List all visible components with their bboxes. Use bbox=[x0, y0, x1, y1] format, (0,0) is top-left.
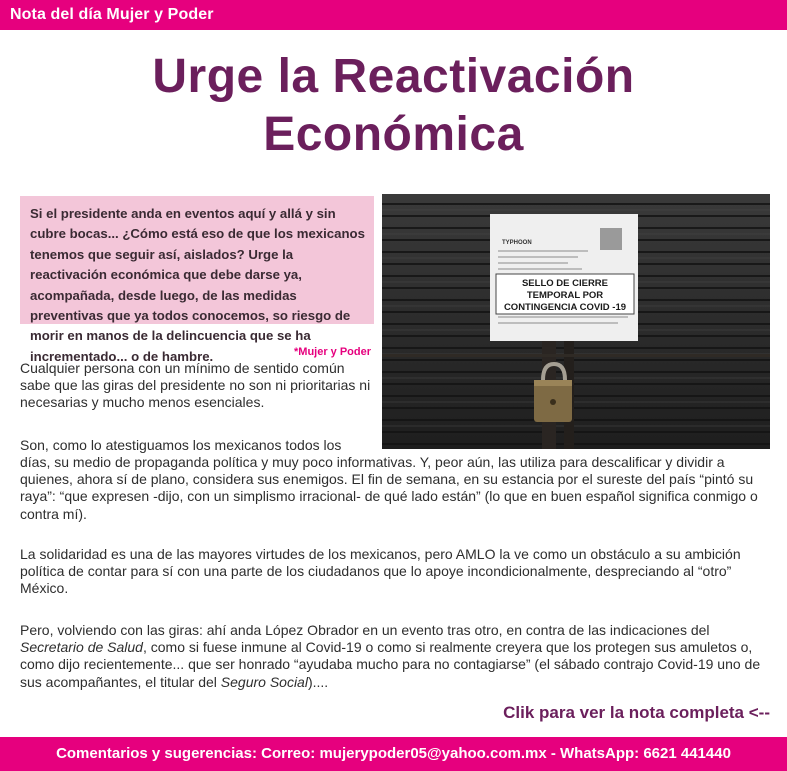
article-photo bbox=[382, 194, 770, 449]
title-line-2: Económica bbox=[263, 108, 524, 161]
lead-text: Si el presidente anda en eventos aquí y allá y sin cubre bocas... ¿Cómo está eso de que los mexicanos tenemos que seguir así, aislados? Urge la reactivación económica que debe darse ya, acompañada, desde luego, de las medidas preventivas que ya todos conocemos, so riesgo de morir en manos de la delincuencia que se ha incrementado... o de hambre. bbox=[30, 206, 365, 364]
paragraph-4-part-1: Pero, volviendo con las giras: ahí anda López Obrador en un evento tras otro, en contra de las indicaciones del bbox=[20, 622, 710, 638]
read-full-article-link[interactable]: Clik para ver la nota completa <-- bbox=[503, 703, 770, 722]
paragraph-2: días, su medio de propaganda política y muy poco informativas. Y, peor aún, las utiliza para descalificar y dividir a quienes, ahora sí de plano, considera sus enemigos. El fin de semana, en su estancia por el sureste del país “pintó su raya”: “que expresen -dijo, con un simplismo irracional- de qué lado están” (lo que en buen español significa conmigo o contra mí). bbox=[20, 454, 758, 522]
paragraph-4-part-3: ).... bbox=[307, 673, 329, 690]
paragraph-1: Cualquier persona con un mínimo de sentido común sabe que las giras del presidente no son ni prioritarias ni necesarias y mucho menos esenciales. bbox=[20, 360, 371, 411]
title-line-1: Urge la Reactivación bbox=[152, 50, 635, 103]
notice-brand: TYPHOON bbox=[502, 240, 532, 246]
paragraph-4-italic-2: Seguro Social bbox=[220, 673, 308, 690]
paragraph-3: La solidaridad es una de las mayores virtudes de los mexicanos, pero AMLO la ve como un obstáculo a su ambición política de contar para sí con una parte de los ciudadanos que lo apoye incondicionalmente, despreciando al “otro” México. bbox=[20, 546, 741, 597]
closure-sign-photo bbox=[382, 194, 770, 449]
notice-line-3: CONTINGENCIA COVID -19 bbox=[503, 302, 627, 313]
notice-line-1: SELLO DE CIERRE bbox=[521, 278, 609, 289]
footer-contact: Comentarios y sugerencias: Correo: mujerypoder05@yahoo.com.mx - WhatsApp: 6621 441440 bbox=[56, 745, 731, 762]
article-title bbox=[0, 48, 787, 164]
paragraph-4-part-2: , como si fuese inmune al Covid-19 o como si realmente creyera que los protegen sus amuletos o, como dijo recientemente... que ser honrado “ayudaba mucho para no contagiarse” (el sábado contrajo Covid-19 uno de sus acompañantes, el titular del bbox=[20, 639, 761, 690]
notice-line-2: TEMPORAL POR bbox=[526, 290, 604, 301]
footer-bar bbox=[0, 737, 787, 771]
header-bar bbox=[0, 0, 787, 30]
header-label: Nota del día Mujer y Poder bbox=[10, 6, 214, 23]
paragraph-4 bbox=[20, 622, 770, 691]
author-label: *Mujer y Poder bbox=[294, 346, 372, 358]
paragraph-4-italic-1: Secretario de Salud bbox=[20, 639, 143, 656]
paragraph-2-start: Son, como lo atestiguamos los mexicanos todos los bbox=[20, 437, 342, 453]
